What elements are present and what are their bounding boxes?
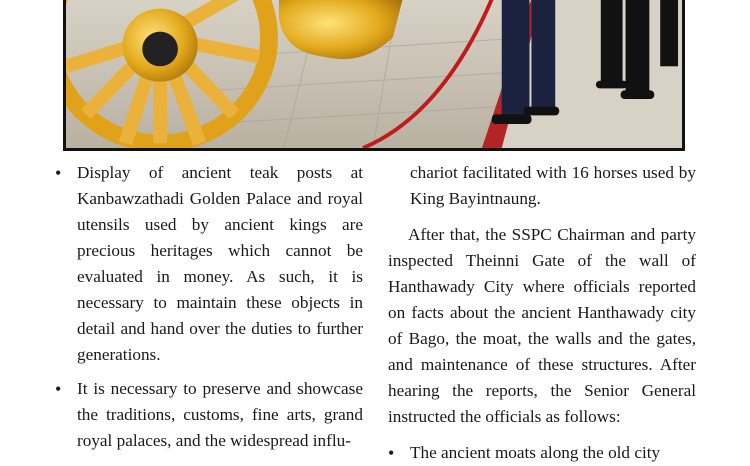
right-column [388, 160, 696, 466]
left-column [55, 160, 363, 462]
list-item: • Display of ancient teak posts at Kanbawzathadi Golden Palace and royal utensils used by ancient kings are precious heritages which cannot be evaluated in money. As such, it is necessary to maintain these objects in detail and hand over the duties to further generations. [55, 160, 363, 368]
list-item: • It is necessary to preserve and showcase the traditions, customs, fine arts, grand royal palaces, and the widespread influ- [55, 376, 363, 454]
news-photo [63, 0, 685, 151]
chariot-wheel-photo-icon [66, 0, 682, 148]
continued-text: chariot facilitated with 16 horses used by King Bayintnaung. [410, 163, 696, 208]
list-item: • The ancient moats along the old city [388, 440, 696, 466]
body-paragraph: After that, the SSPC Chairman and party inspected Theinni Gate of the wall of Hanthawady City where officials reported on facts about the ancient Hanthawady city of Bago, the moat, the walls and the gates, and maintenance of these structures. After hearing the reports, the Senior General instructed the officials as follows: [388, 225, 696, 426]
